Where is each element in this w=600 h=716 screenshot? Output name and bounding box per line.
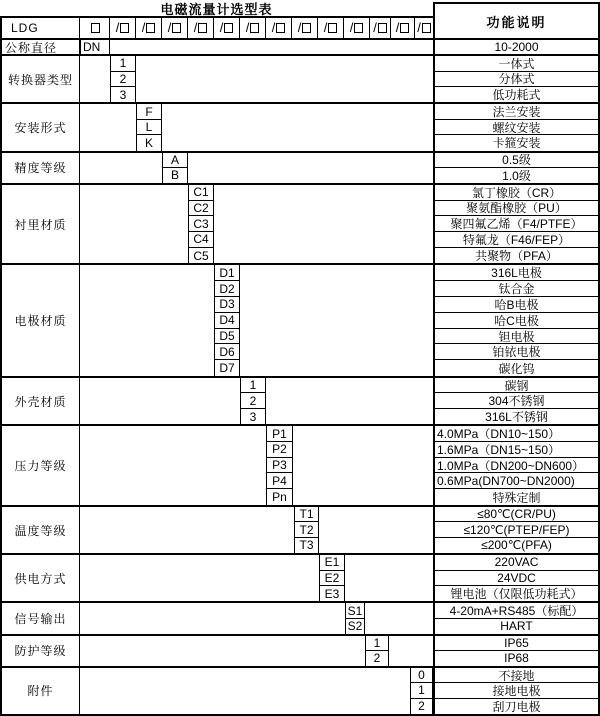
- model-code-row: [0, 16, 433, 38]
- spacer-cell: [293, 426, 433, 504]
- description-cell: 哈B电极: [433, 297, 598, 313]
- code-cell: A: [162, 153, 188, 168]
- code-cell: D6: [214, 344, 240, 360]
- table-header: [0, 0, 600, 38]
- code-cell: 0: [410, 668, 433, 683]
- spacer-cell: [110, 40, 433, 54]
- category-label: 防护等级: [2, 636, 80, 666]
- category-label: 外壳材质: [2, 378, 80, 424]
- code-box-icon: [172, 23, 181, 33]
- category-group: [2, 601, 598, 633]
- code-cell: C2: [188, 201, 214, 217]
- category-label: 信号输出: [2, 603, 80, 633]
- category-label: 温度等级: [2, 507, 80, 553]
- model-slash-box: /: [266, 18, 292, 38]
- code-cell: S2: [345, 619, 365, 634]
- model-prefix: LDG: [2, 18, 80, 38]
- code-box-icon: [276, 23, 285, 33]
- model-slash-box: /: [136, 18, 162, 38]
- category-group: [2, 505, 598, 553]
- description-cell: 1.0MPa（DN200~DN600）: [433, 458, 598, 474]
- code-cell: D4: [214, 313, 240, 329]
- description-cell: 4-20mA+RS485（标配）: [433, 603, 598, 618]
- code-cell: D3: [214, 297, 240, 313]
- category-label: 精度等级: [2, 153, 80, 183]
- spacer-cell: [80, 603, 345, 633]
- description-cell: 0.5级: [433, 153, 598, 168]
- code-cell: 1: [240, 378, 266, 393]
- spacer-cell: [319, 507, 433, 553]
- model-slash-box: /: [292, 18, 318, 38]
- code-cell: 3: [240, 409, 266, 424]
- description-cell: 锂电池（仅限低功耗式）: [433, 586, 598, 601]
- code-box-icon: [224, 23, 233, 33]
- description-cell: 不接地: [433, 668, 598, 683]
- model-slash-box: /: [240, 18, 266, 38]
- description-cell: 共聚物（PFA）: [433, 248, 598, 264]
- spacer-cell: [80, 668, 410, 714]
- model-slash-box: /: [188, 18, 214, 38]
- category-label: 电极材质: [2, 265, 80, 376]
- description-cell: 24VDC: [433, 571, 598, 586]
- code-box-icon: [146, 23, 155, 33]
- code-cell: 1: [365, 636, 389, 651]
- category-group: [2, 183, 598, 264]
- description-cell: IP68: [433, 651, 598, 666]
- code-cell: Pn: [266, 489, 293, 505]
- spacer-cell: [389, 636, 433, 666]
- code-cell: 1: [410, 683, 433, 698]
- spacer-cell: [80, 636, 365, 666]
- description-cell: ≤120℃(PTEP/FEP): [433, 522, 598, 537]
- model-slash-box: /: [370, 18, 391, 38]
- category-group: [2, 666, 598, 714]
- category-label: 公称直径: [2, 40, 80, 54]
- spacer-cell: [214, 185, 433, 263]
- code-cell: E3: [319, 586, 345, 601]
- code-cell: D1: [214, 265, 240, 281]
- description-cell: 特氟龙（F46/FEP）: [433, 232, 598, 248]
- category-group: [2, 553, 598, 601]
- category-label: 压力等级: [2, 426, 80, 504]
- spacer-cell: [80, 426, 266, 504]
- code-cell: C4: [188, 232, 214, 248]
- category-label: 附件: [2, 668, 80, 714]
- description-cell: 0.6MPa(DN700~DN2000): [433, 473, 598, 489]
- code-box-icon: [328, 23, 337, 33]
- model-slash-box: /: [162, 18, 188, 38]
- description-cell: 10-2000: [433, 40, 598, 54]
- description-cell: 1.0级: [433, 168, 598, 183]
- description-cell: ≤80℃(CR/PU): [433, 507, 598, 522]
- description-cell: 铂铱电极: [433, 344, 598, 360]
- code-box-icon: [400, 23, 409, 33]
- spacer-cell: [80, 555, 319, 601]
- code-box-icon: [250, 23, 259, 33]
- model-slash-box: /: [318, 18, 344, 38]
- description-cell: 1.6MPa（DN15~150）: [433, 442, 598, 458]
- category-group: [2, 38, 598, 54]
- model-slash-box: /: [415, 18, 433, 38]
- function-column-header: 功能说明: [433, 2, 600, 38]
- code-cell: B: [162, 168, 188, 183]
- code-cell: L: [136, 120, 162, 135]
- description-cell: 刮刀电极: [433, 699, 598, 714]
- code-cell: DN: [80, 40, 110, 54]
- spacer-cell: [365, 603, 433, 633]
- code-box-icon: [91, 23, 100, 33]
- category-group: [2, 424, 598, 505]
- description-cell: 法兰安装: [433, 104, 598, 119]
- spacer-cell: [80, 378, 240, 424]
- description-cell: 分体式: [433, 72, 598, 87]
- code-cell: D7: [214, 360, 240, 376]
- code-cell: 2: [110, 72, 136, 87]
- code-cell: P4: [266, 473, 293, 489]
- spacer-cell: [80, 56, 110, 102]
- category-label: 安装形式: [2, 104, 80, 150]
- code-box-icon: [422, 23, 431, 33]
- spacer-cell: [80, 265, 214, 376]
- code-cell: S1: [345, 603, 365, 618]
- description-cell: 碳化钨: [433, 360, 598, 376]
- code-cell: T3: [294, 538, 319, 553]
- description-cell: 螺纹安装: [433, 120, 598, 135]
- description-cell: 316L不锈钢: [433, 409, 598, 424]
- code-cell: E1: [319, 555, 345, 570]
- description-cell: 316L电极: [433, 265, 598, 281]
- code-cell: 2: [240, 393, 266, 408]
- description-cell: 聚四氟乙烯（F4/PTFE）: [433, 216, 598, 232]
- table-body: [0, 38, 600, 716]
- description-cell: 卡箍安装: [433, 135, 598, 150]
- code-cell: P2: [266, 442, 293, 458]
- description-cell: 碳钢: [433, 378, 598, 393]
- category-label: 供电方式: [2, 555, 80, 601]
- description-cell: 氯丁橡胶（CR）: [433, 185, 598, 201]
- category-group: [2, 102, 598, 150]
- code-box-icon: [302, 23, 311, 33]
- code-cell: F: [136, 104, 162, 119]
- model-slash-box: /: [214, 18, 240, 38]
- spacer-cell: [240, 265, 433, 376]
- code-cell: 1: [110, 56, 136, 71]
- description-cell: IP65: [433, 636, 598, 651]
- code-cell: T2: [294, 522, 319, 537]
- model-code-box: [80, 18, 110, 38]
- code-cell: E2: [319, 571, 345, 586]
- category-group: [2, 54, 598, 102]
- description-cell: 304不锈钢: [433, 393, 598, 408]
- spacer-cell: [266, 378, 433, 424]
- code-cell: 2: [410, 699, 433, 714]
- model-slash-box: /: [110, 18, 136, 38]
- description-cell: ≤200℃(PFA): [433, 538, 598, 553]
- model-slash-box: /: [344, 18, 370, 38]
- spacer-cell: [80, 507, 294, 553]
- code-cell: P1: [266, 426, 293, 442]
- spacer-cell: [162, 104, 433, 150]
- description-cell: 哈C电极: [433, 313, 598, 329]
- category-group: [2, 376, 598, 424]
- code-box-icon: [354, 23, 363, 33]
- code-box-icon: [198, 23, 207, 33]
- page-title: 电磁流量计选型表: [160, 1, 273, 17]
- spacer-cell: [188, 153, 433, 183]
- code-cell: C5: [188, 248, 214, 264]
- category-label: 衬里材质: [2, 185, 80, 263]
- description-cell: 钽电极: [433, 329, 598, 345]
- code-cell: T1: [294, 507, 319, 522]
- code-cell: D5: [214, 329, 240, 345]
- code-cell: K: [136, 135, 162, 150]
- code-box-icon: [378, 23, 387, 33]
- description-cell: HART: [433, 619, 598, 634]
- spacer-cell: [136, 56, 433, 102]
- spacer-cell: [345, 555, 433, 601]
- code-box-icon: [120, 23, 129, 33]
- description-cell: 特殊定制: [433, 489, 598, 505]
- code-cell: C1: [188, 185, 214, 201]
- model-slash-box: /: [391, 18, 415, 38]
- spacer-cell: [80, 153, 162, 183]
- spacer-cell: [80, 104, 136, 150]
- description-cell: 聚氨酯橡胶（PU）: [433, 201, 598, 217]
- category-label: 转换器类型: [2, 56, 80, 102]
- category-group: [2, 263, 598, 376]
- description-cell: 220VAC: [433, 555, 598, 570]
- description-cell: 钛合金: [433, 281, 598, 297]
- code-cell: 2: [365, 651, 389, 666]
- description-cell: 低功耗式: [433, 87, 598, 102]
- code-cell: D2: [214, 281, 240, 297]
- code-cell: P3: [266, 458, 293, 474]
- description-cell: 一体式: [433, 56, 598, 71]
- code-cell: C3: [188, 216, 214, 232]
- code-cell: 3: [110, 87, 136, 102]
- category-group: [2, 634, 598, 666]
- description-cell: 接地电极: [433, 683, 598, 698]
- spacer-cell: [80, 185, 188, 263]
- description-cell: 4.0MPa（DN10~150）: [433, 426, 598, 442]
- category-group: [2, 151, 598, 183]
